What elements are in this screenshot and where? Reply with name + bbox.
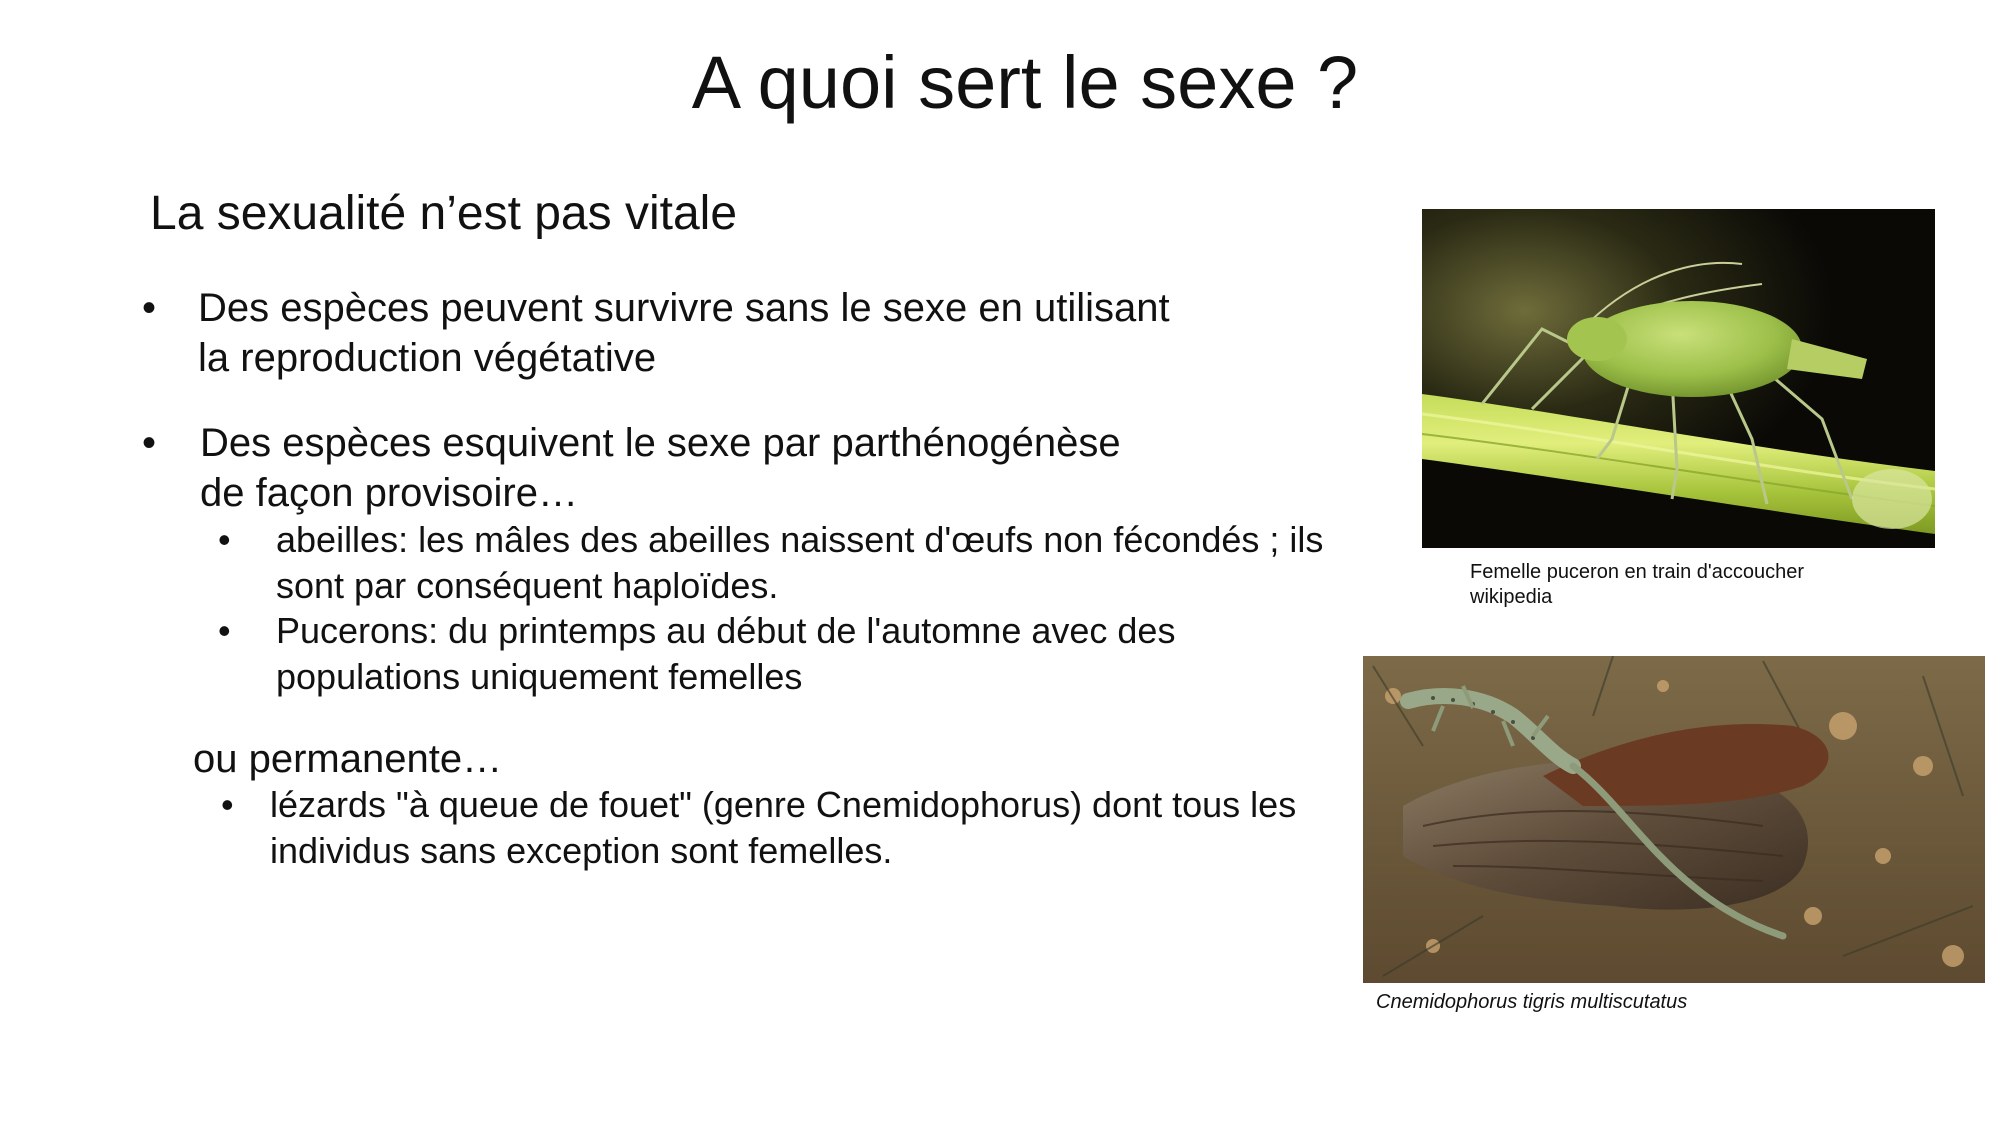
- lizard-photo: [1363, 656, 1985, 983]
- lizard-caption: Cnemidophorus tigris multiscutatus: [1376, 991, 1688, 1013]
- bullet-glyph: •: [221, 784, 234, 825]
- slide-title: A quoi sert le sexe ?: [691, 41, 1359, 124]
- sub-bullet-lizards: [221, 782, 1371, 874]
- aphid-photo: [1422, 209, 1935, 548]
- sub-bullet-text-line: lézards "à queue de fouet" (genre Cnemidophorus) dont tous les: [270, 784, 1297, 825]
- bullet-glyph: •: [142, 421, 157, 465]
- slide-subtitle: La sexualité n’est pas vitale: [150, 187, 738, 240]
- sub-bullet-aphids: [218, 608, 1418, 700]
- bullet-glyph: •: [218, 519, 231, 560]
- bullet-text-line: de façon provisoire…: [200, 471, 578, 515]
- bullet-item-parthenogenesis: [142, 418, 1342, 518]
- permanent-heading: ou permanente…: [193, 737, 503, 781]
- aphid-caption-line2: wikipedia: [1470, 586, 1553, 608]
- sub-bullet-text-line: populations uniquement femelles: [276, 656, 803, 697]
- sub-bullet-text-line: sont par conséquent haploïdes.: [276, 565, 779, 606]
- bullet-item-vegetative: [142, 283, 1342, 383]
- sub-bullet-text-line: Pucerons: du printemps au début de l'automne avec des: [276, 610, 1176, 651]
- sub-bullet-text-line: individus sans exception sont femelles.: [270, 830, 893, 871]
- sub-bullet-text-line: abeilles: les mâles des abeilles naissent d'œufs non fécondés ; ils: [276, 519, 1324, 560]
- bullet-text-line: Des espèces peuvent survivre sans le sexe en utilisant: [198, 286, 1170, 330]
- sub-bullet-bees: [218, 517, 1418, 609]
- bullet-glyph: •: [142, 286, 157, 330]
- bullet-text-line: Des espèces esquivent le sexe par parthénogénèse: [200, 421, 1121, 465]
- bullet-text-line: la reproduction végétative: [198, 336, 657, 380]
- bullet-glyph: •: [218, 610, 231, 651]
- aphid-caption-line1: Femelle puceron en train d'accoucher: [1470, 561, 1805, 583]
